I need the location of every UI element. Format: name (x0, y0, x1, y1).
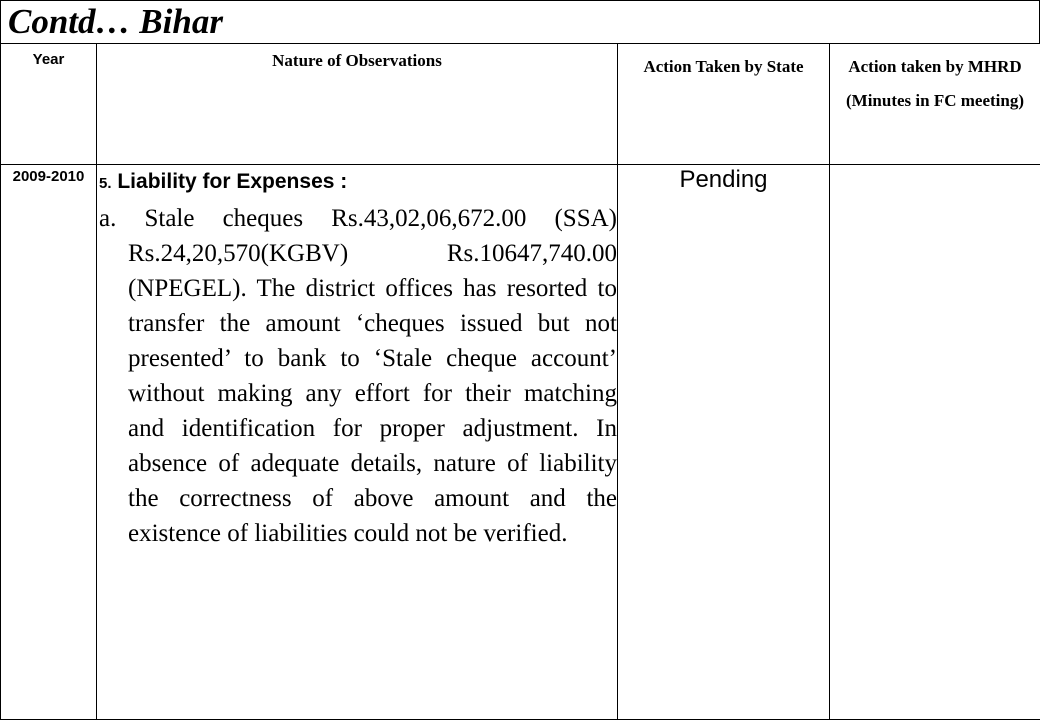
observations-table (0, 43, 1040, 720)
year-cell: 2009-2010 (1, 165, 97, 720)
table-row (1, 165, 1040, 720)
page-title: Contd… Bihar (8, 2, 223, 41)
header-nature-of-observations: Nature of Observations (97, 44, 618, 165)
header-action-taken-by-state: Action Taken by State (618, 44, 830, 165)
header-row (1, 44, 1040, 165)
action-mhrd-cell (830, 165, 1040, 720)
observation-cell (97, 165, 618, 720)
header-year: Year (1, 44, 97, 165)
action-state-cell: Pending (618, 165, 830, 720)
title-row (0, 0, 1040, 44)
observation-paragraph: a. Stale cheques Rs.43,02,06,672.00 (SSA) Rs.24,20,570(KGBV) Rs.10647,740.00 (NPEGEL). The district offices has resorted to transfer the amount ‘cheques issued but not presented’ to bank to ‘Stale cheque account’ without making any effort for their matching and identification for proper adjustment. In absence of adequate details, nature of liability the correctness of above amount and the existence of liabilities could not be verified. (99, 205, 617, 547)
observation-heading (97, 165, 617, 201)
observation-number: 5. (99, 175, 112, 192)
header-action-taken-by-mhrd: Action taken by MHRD (Minutes in FC meeting) (830, 44, 1040, 165)
observation-title: Liability for Expenses : (117, 170, 348, 193)
